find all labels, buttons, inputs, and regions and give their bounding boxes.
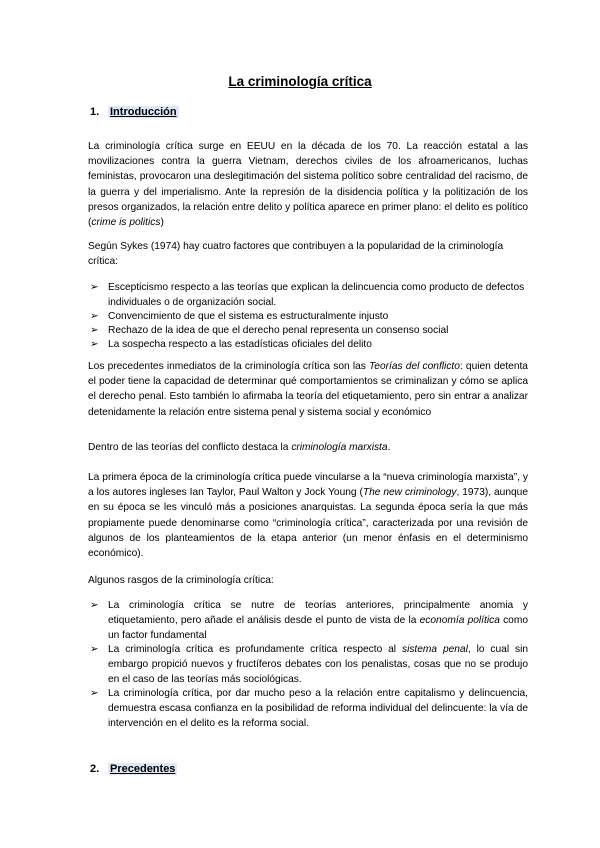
list-item: ➢ La criminología crítica, por dar mucho peso a la relación entre capitalismo y delincuencia, demuestra escasa confianza en la posibilidad de reforma individual del delincuente: la vía de intervención en el delito es la reforma social.: [90, 688, 528, 730]
section-heading-precedentes: 2. Precedentes: [90, 763, 176, 775]
bullet-arrow-icon: ➢: [90, 644, 99, 655]
list-item: ➢ La criminología crítica es profundamente crítica respecto al sistema penal, lo cual sin embargo propició nuevos y fructíferos debates con los penalistas, cosas que no se produjo en el caso de las teorías más sociológicas.: [90, 644, 529, 686]
paragraph-intro: La criminología crítica surge en EEUU en la década de los 70. La reacción estatal a las movilizaciones contra la guerra Vietnam, derechos civiles de los afroamericanos, luchas feministas, provocaron una deslegitimación del sistema político sobre centralidad del racismo, de la guerra y del imperialismo. Ante la represión de la disidencia política y la politización de los presos organizados, la relación entre delito y política aparece en primer plano: el delito es político (crime is politics): [88, 141, 529, 229]
list-item: ➢ Convencimiento de que el sistema es estructuralmente injusto: [90, 309, 528, 324]
bullet-arrow-icon: ➢: [90, 325, 99, 336]
bullet-arrow-icon: ➢: [90, 339, 99, 350]
paragraph-rasgos: Algunos rasgos de la criminología crítica:: [88, 575, 274, 586]
list-item: ➢ La criminología crítica se nutre de teorías anteriores, principalmente anomia y etiquetamiento, pero añade el análisis desde el punto de vista de la economía política como un factor fundamental: [90, 600, 529, 642]
bullet-arrow-icon: ➢: [90, 688, 99, 699]
list-item: ➢ Rechazo de la idea de que el derecho penal representa un consenso social: [90, 323, 528, 338]
page-title: La criminología crítica: [228, 74, 372, 89]
paragraph-precedentes-inmediatos: Los precedentes inmediatos de la criminología crítica son las Teorías del conflicto: quien detenta el poder tiene la capacidad de determinar qué comportamientos se criminalizan y cómo se aplica el derecho penal. Esto también lo afirmaba la teoría del etiquetamiento, pero sin entrar a analizar detenidamente la relación entre sistema penal y sistema social y económico: [88, 361, 528, 418]
bullet-arrow-icon: ➢: [90, 311, 99, 322]
bullet-arrow-icon: ➢: [90, 282, 99, 293]
paragraph-primera-epoca: La primera época de la criminología crítica puede vincularse a la “nueva criminología marxista”, y a los autores ingleses Ian Taylor, Paul Walton y Jock Young (The new criminology, 1973), aunque en su época se les vinculó más a posiciones anarquistas. La segunda época sería la que más propiamente puede denominarse como “criminología crítica”, caracterizada por una revisión de algunos de los planteamientos de la etapa anterior (un menor énfasis en el determinismo económico).: [88, 472, 528, 560]
section-heading-introduccion: 1. Introducción: [90, 106, 177, 118]
list-item: ➢ La sospecha respecto a las estadísticas oficiales del delito: [90, 337, 528, 352]
paragraph-criminologia-marxista: Dentro de las teorías del conflicto destaca la criminología marxista.: [88, 442, 391, 453]
list-item: ➢ Escepticismo respecto a las teorías que explican la delincuencia como producto de defectos individuales o de organización social.: [90, 282, 525, 309]
bullet-arrow-icon: ➢: [90, 600, 99, 611]
paragraph-sykes: Según Sykes (1974) hay cuatro factores que contribuyen a la popularidad de la criminología crítica:: [88, 241, 504, 268]
